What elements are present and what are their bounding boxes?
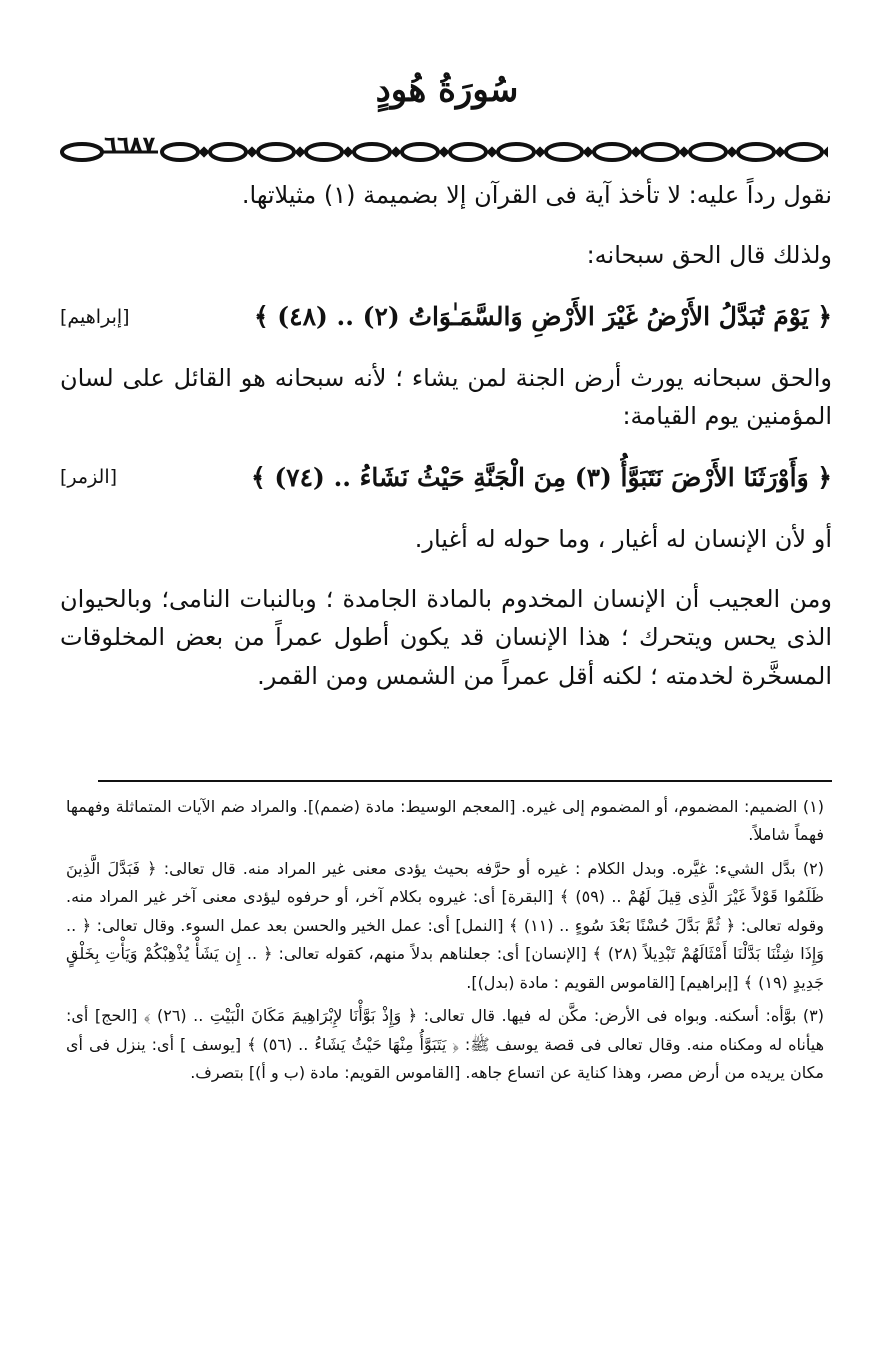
verse-text: ﴿ يَوْمَ تُبَدَّلُ الأَرْضُ غَيْرَ الأَرْضِ وَالسَّمَـٰوَاتُ (٢) .. (٤٨) ﴾ [253, 301, 832, 331]
paragraph-5: ومن العجيب أن الإنسان المخدوم بالمادة الجامدة ؛ وبالنبات النامى؛ وبالحيوان الذى يحس ويتحرك ؛ هذا الإنسان قد يكون أطول عمراً من بعض المخلوقات المسخَّرة لخدمته ؛ لكنه أقل عمراً من الشمس ومن القمر. [60, 584, 832, 690]
page-number: ٦٦٨٧ [104, 132, 156, 156]
surah-title: سُورَةُ هُودٍ [375, 70, 519, 110]
footnote-1: (١) الضميم: المضموم، أو المضموم إلى غيره. [المعجم الوسيط: مادة (ضمم)]. والمراد ضم الآيات المتماثلة وفهمها فهماً شاملاً. [66, 797, 824, 845]
footnotes [66, 793, 824, 1093]
paragraph-2: ولذلك قال الحق سبحانه: [586, 241, 832, 270]
footnote-3: (٣) بوَّأه: أسكنه. وبواه فى الأرض: مكَّن له فيها. قال تعالى: ﴿ وَإِذْ بَوَّأْنَا لإِبْرَاهِيمَ مَكَانَ الْبَيْتِ .. (٢٦) ﴾ [الحج] أى: هيأناه له ومكناه منه. وقال تعالى فى قصة يوسف ﷺ: ﴿ يَتَبَوَّأُ مِنْهَا حَيْثُ يَشَاءُ .. (٥٦) ﴾ [يوسف ] أى: ينزل فى أى مكان يريده من أرض مصر، وهذا كناية عن اتساع جاهه. [القاموس القويم: مادة (ب و أ)] بتصرف. [66, 1006, 825, 1083]
footnote-2: (٢) بدَّل الشيء: غيَّره. وبدل الكلام : غيره أو حرَّفه بحيث يؤدى معنى غير المراد منه. قال تعالى: ﴿ فَبَدَّلَ الَّذِينَ ظَلَمُوا قَوْلاً غَيْرَ الَّذِى قِيلَ لَهُمْ .. (٥٩) ﴾ [البقرة] أى: غيروه بكلام آخر، أو حرفوه ليؤدى معنى آخر غير المراد منه. وقوله تعالى: ﴿ ثُمَّ بَدَّلَ حُسْنًا بَعْدَ سُوءٍ .. (١١) ﴾ [النمل] أى: عمل الخير والحسن بعد عمل السوء. وقال تعالى: ﴿ .. وَإِذَا شِئْنَا بَدَّلْنَا أَمْثَالَهُمْ تَبْدِيلاً (٢٨) ﴾ [الإنسان] أى: جعلناهم بدلاً منهم، كقوله تعالى: ﴿ .. إِن يَشَأْ يُذْهِبْكُمْ وَيَأْتِ بِخَلْقٍ جَدِيدٍ (١٩) ﴾ [إبراهيم] [القاموس القويم : مادة (بدل)]. [66, 858, 825, 992]
paragraph-4: أو لأن الإنسان له أغيار ، وما حوله له أغيار. [414, 524, 832, 553]
verse-ibrahim [60, 297, 832, 337]
main-text [60, 176, 832, 717]
verse-reference: [الزمر] [60, 466, 118, 489]
verse-zumar [60, 458, 832, 498]
footnote-divider [98, 780, 832, 782]
paragraph-1: نقول رداً عليه: لا تأخذ آية فى القرآن إلا بضميمة (١) مثيلاتها. [241, 181, 832, 209]
ornamental-border [58, 132, 828, 172]
verse-reference: [إبراهيم] [60, 305, 130, 328]
verse-text: ﴿ وَأَوْرَثَنَا الأَرْضَ نَتَبَوَّأُ (٣) مِنَ الْجَنَّةِ حَيْثُ نَشَاءُ .. (٧٤) ﴾ [250, 462, 832, 492]
paragraph-3: والحق سبحانه يورث أرض الجنة لمن يشاء ؛ لأنه سبحانه هو القائل على لسان المؤمنين يوم القيامة: [60, 363, 832, 431]
